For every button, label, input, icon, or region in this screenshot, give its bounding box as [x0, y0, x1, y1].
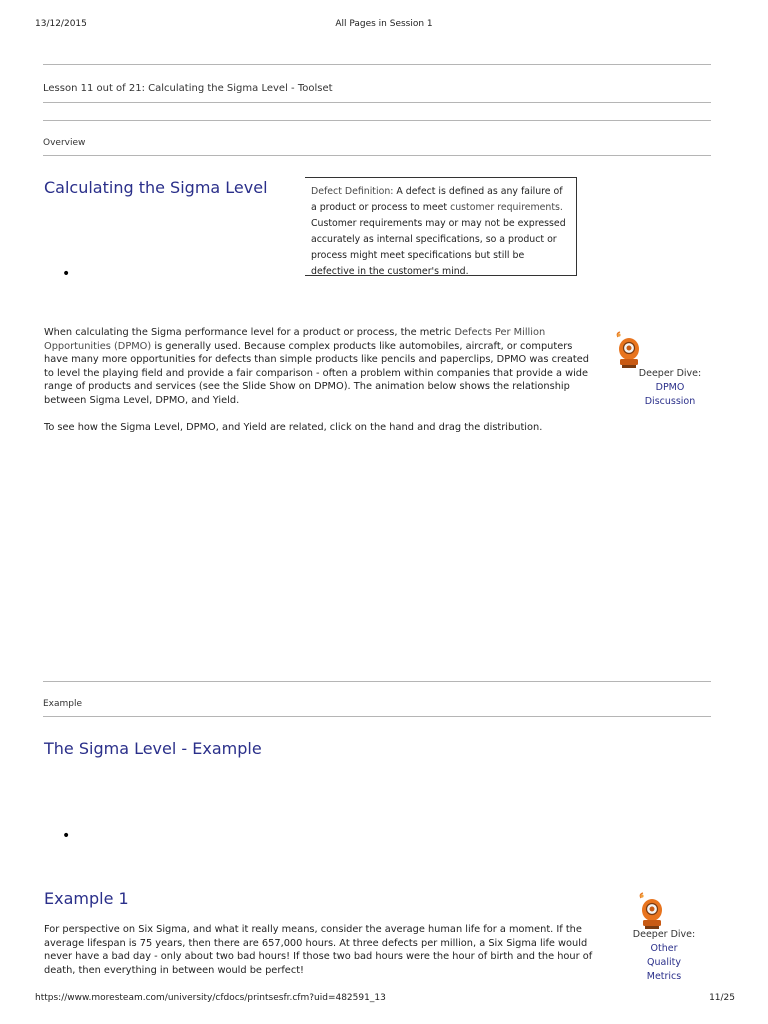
diver-helmet-icon — [614, 331, 640, 369]
deeper-dive-label: Deeper Dive: — [632, 929, 696, 940]
divider — [43, 155, 711, 156]
example-paragraph: For perspective on Six Sigma, and what it really means, consider the average human life for a moment. If the average lifespan is 75 years, then there are 657,000 hours. At three defects per million, a Six Sigma life would never have a bad day - only about two bad hours! If those two bad hours were the hour of birth and the hour of death, then everything in between would be perfect! — [44, 924, 593, 976]
dpmo-paragraph — [44, 326, 592, 408]
link-line: Discussion — [644, 396, 696, 407]
link-line: DPMO — [655, 382, 685, 393]
example-heading: The Sigma Level - Example — [44, 739, 262, 758]
paragraph-text: is generally used. Because complex products like automobiles, aircraft, or computers have many more opportunities for defects than simple products like pencils and paperclips, DPMO was created to level the playing field and provide a fair comparison - often a problem within companies that provide a wide range of products and services (see the Slide Show on DPMO). The animation below shows the relationship between Sigma Level, DPMO, and Yield. — [44, 340, 589, 406]
print-url: https://www.moresteam.com/university/cfdocs/printsesfr.cfm?uid=482591_13 — [35, 993, 386, 1003]
paragraph-text: When calculating the Sigma performance level for a product or process, the metric — [44, 327, 455, 338]
page-number: 11/25 — [709, 993, 735, 1003]
example-subheading: Example 1 — [44, 889, 129, 908]
deeper-dive — [616, 928, 712, 984]
divider — [43, 64, 711, 65]
tab-overview[interactable]: Overview — [43, 138, 86, 148]
diver-helmet-icon — [637, 892, 663, 930]
print-date: 13/12/2015 — [35, 19, 87, 29]
other-quality-metrics-link[interactable] — [616, 942, 712, 984]
link-line: Other — [650, 943, 678, 954]
dpmo-discussion-link[interactable] — [622, 381, 718, 409]
bullet: • — [62, 828, 71, 844]
print-title: All Pages in Session 1 — [335, 19, 433, 29]
divider — [43, 681, 711, 682]
section-heading: Calculating the Sigma Level — [44, 178, 268, 197]
definition-term-link[interactable]: customer requirements. — [450, 202, 563, 213]
link-line: Metrics — [646, 971, 682, 982]
divider — [43, 102, 711, 103]
lesson-title: Lesson 11 out of 21: Calculating the Sigma Level - Toolset — [43, 83, 333, 94]
tab-example[interactable]: Example — [43, 699, 83, 709]
bullet: • — [62, 266, 71, 282]
instruction-paragraph: To see how the Sigma Level, DPMO, and Yield are related, click on the hand and drag the distribution. — [44, 422, 543, 433]
link-line: Quality — [647, 957, 681, 968]
deeper-dive-label: Deeper Dive: — [638, 368, 702, 379]
divider — [43, 716, 711, 717]
definition-text: Customer requirements may or may not be expressed accurately as internal specifications, so a product or process might meet specifications but still be defective in the customer's mind. — [311, 218, 566, 277]
defect-definition-box — [305, 177, 577, 276]
divider — [43, 120, 711, 121]
definition-text: A defect is defined as any failure of a product or process to meet — [311, 186, 563, 213]
definition-term: Defect Definition: — [311, 186, 394, 197]
deeper-dive — [622, 367, 718, 409]
dpmo-term-link[interactable]: Defects Per Million Opportunities (DPMO) — [44, 327, 546, 352]
